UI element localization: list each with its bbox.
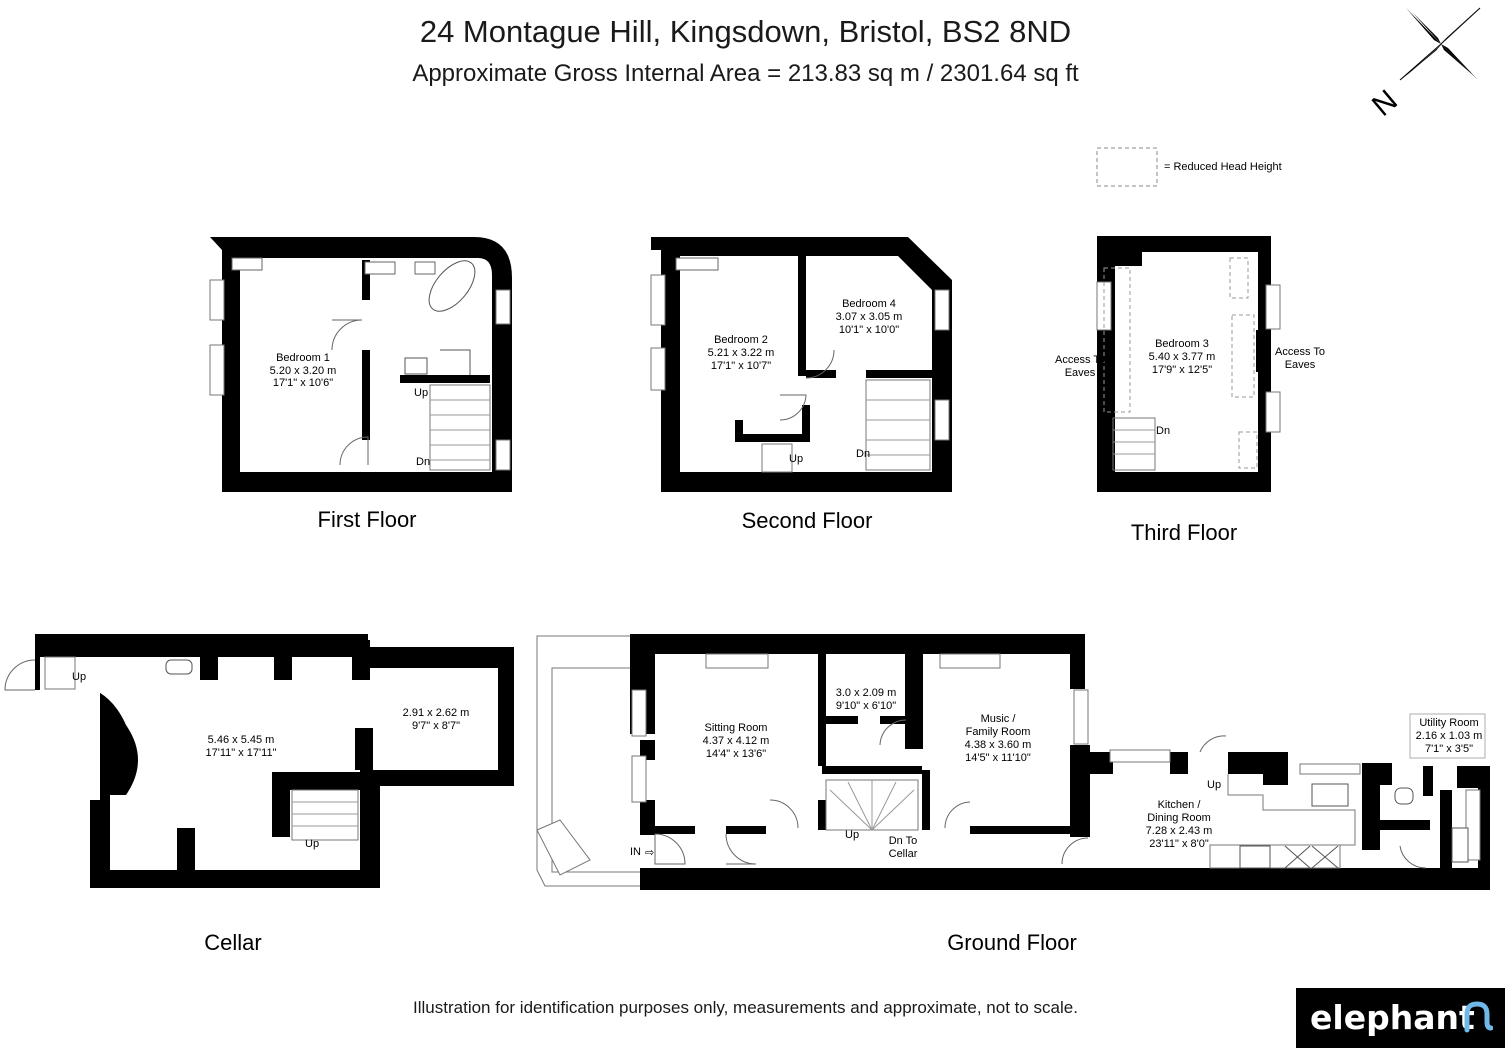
- second-floor-up-label: Up: [789, 453, 804, 465]
- small-room-metric: 3.0 x 2.09 m: [835, 687, 897, 699]
- utility-room-metric: 2.16 x 1.03 m: [1415, 730, 1483, 742]
- bedroom2-name: Bedroom 2: [714, 334, 768, 346]
- kitchen-name-line1: Kitchen /: [1157, 799, 1201, 811]
- utility-room-imperial: 7'1" x 3'5": [1424, 743, 1474, 755]
- music-room-name-line2: Family Room: [965, 726, 1031, 738]
- property-address: 24 Montague Hill, Kingsdown, Bristol, BS2 8ND: [419, 14, 1072, 49]
- first-floor-plan: [210, 237, 512, 492]
- elephant-trunk-icon: [1463, 1000, 1493, 1034]
- bedroom2-metric: 5.21 x 3.22 m: [707, 347, 775, 359]
- dn-to-cellar-line1: Dn To: [888, 835, 918, 847]
- access-eaves-left-line2: Eaves: [1064, 367, 1096, 379]
- cellar-side-metric: 2.91 x 2.62 m: [402, 707, 470, 719]
- disclaimer: Illustration for identification purposes only, measurements and approximate, not to scale.: [413, 998, 1078, 1017]
- north-indicator: N: [1366, 83, 1404, 123]
- ground-floor-title: Ground Floor: [947, 930, 1077, 955]
- ground-up-label-stairs: Up: [845, 829, 860, 841]
- cellar-title: Cellar: [204, 930, 262, 955]
- music-room-name-line1: Music /: [980, 713, 1016, 725]
- legend-text: = Reduced Head Height: [1164, 161, 1282, 173]
- entrance-arrow-icon: ⇨: [645, 847, 655, 859]
- first-floor-title: First Floor: [317, 507, 417, 532]
- bedroom3-imperial: 17'9" x 12'5": [1151, 364, 1213, 376]
- bedroom4-imperial: 10'1" x 10'0": [838, 324, 900, 336]
- music-room-metric: 4.38 x 3.60 m: [964, 739, 1032, 751]
- third-floor-title: Third Floor: [1130, 520, 1238, 545]
- bedroom4-metric: 3.07 x 3.05 m: [835, 311, 903, 323]
- cellar-up-label-stairs: Up: [305, 838, 320, 850]
- sitting-room-imperial: 14'4" x 13'6": [705, 748, 767, 760]
- cellar-main-metric: 5.46 x 5.45 m: [207, 734, 275, 746]
- gross-internal-area: Approximate Gross Internal Area = 213.83 sq m / 2301.64 sq ft: [412, 60, 1079, 87]
- utility-room-name: Utility Room: [1419, 717, 1479, 729]
- bedroom4-name: Bedroom 4: [842, 298, 896, 310]
- kitchen-name-line2: Dining Room: [1147, 812, 1211, 824]
- entrance-in-label: IN: [630, 846, 641, 858]
- second-floor-title: Second Floor: [741, 508, 873, 533]
- kitchen-metric: 7.28 x 2.43 m: [1145, 825, 1213, 837]
- access-eaves-right-line1: Access To: [1275, 346, 1325, 358]
- access-eaves-right-line2: Eaves: [1284, 359, 1316, 371]
- third-floor-dn-label: Dn: [1156, 425, 1171, 437]
- reduced-head-height-swatch: [1097, 148, 1157, 186]
- dn-to-cellar-line2: Cellar: [888, 848, 918, 860]
- cellar-up-label-top: Up: [72, 671, 87, 683]
- cellar-side-imperial: 9'7" x 8'7": [411, 720, 461, 732]
- bedroom1-imperial: 17'1" x 10'6": [272, 377, 334, 389]
- bedroom1-name: Bedroom 1: [276, 352, 330, 364]
- first-floor-up-label: Up: [414, 387, 429, 399]
- elephant-logo: [1296, 988, 1505, 1048]
- ground-up-label-kitchen: Up: [1207, 779, 1222, 791]
- bedroom1-metric: 5.20 x 3.20 m: [269, 365, 337, 377]
- sitting-room-name: Sitting Room: [704, 722, 768, 734]
- kitchen-imperial: 23'11" x 8'0": [1149, 838, 1209, 850]
- music-room-imperial: 14'5" x 11'10": [965, 752, 1031, 764]
- compass-rose-icon: [1400, 8, 1480, 80]
- small-room-imperial: 9'10" x 6'10": [835, 700, 897, 712]
- bedroom2-imperial: 17'1" x 10'7": [710, 360, 772, 372]
- first-floor-dn-label: Dn: [416, 456, 431, 468]
- access-eaves-left-line1: Access To: [1055, 354, 1105, 366]
- brand-name: elephant: [1310, 998, 1475, 1037]
- bedroom3-name: Bedroom 3: [1155, 338, 1209, 350]
- bedroom3-metric: 5.40 x 3.77 m: [1148, 351, 1216, 363]
- cellar-main-imperial: 17'11" x 17'11": [205, 747, 277, 759]
- second-floor-dn-label: Dn: [856, 448, 871, 460]
- sitting-room-metric: 4.37 x 4.12 m: [702, 735, 770, 747]
